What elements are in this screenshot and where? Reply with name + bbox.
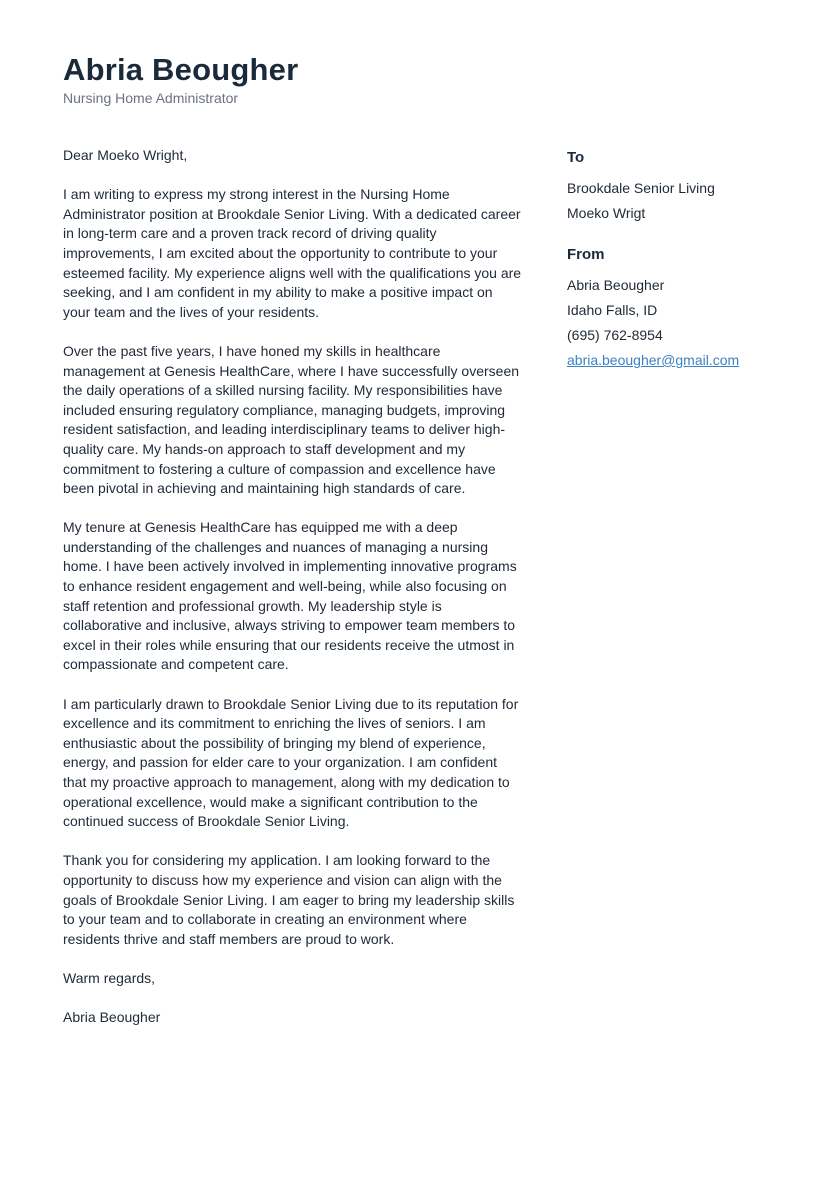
contact-sidebar xyxy=(567,148,797,392)
sender-contact-name: Abria Beougher xyxy=(567,277,665,293)
recipient-company: Brookdale Senior Living xyxy=(567,180,715,196)
letter-paragraph: Thank you for considering my application. I am looking forward to the opportunity to discuss how my experience and vision can align with the goals of Brookdale Senior Living. I am eager to bring my leadership skills to your team and to collaborate in creating an environment where residents thrive and staff members are proud to work. xyxy=(63,852,515,947)
letter-paragraph: I am writing to express my strong interest in the Nursing Home Administrator position at Brookdale Senior Living. With a dedicated career in long-term care and a proven track record of driving quality improvements, I am excited about the opportunity to contribute to your esteemed facility. My experience aligns well with the qualifications you are seeking, and I am confident in my ability to make a positive impact on your team and the lives of your residents. xyxy=(63,186,522,320)
sender-name: Abria Beougher xyxy=(63,52,299,87)
letter-paragraph: Over the past five years, I have honed my skills in healthcare management at Genesis HealthCare, where I have successfully overseen the daily operations of a skilled nursing facility. My responsibilities have included ensuring regulatory compliance, managing budgets, improving resident satisfaction, and leading interdisciplinary teams to deliver high-quality care. My hands-on approach to staff development and my commitment to fostering a culture of compassion and excellence have been pivotal in achieving and maintaining high standards of care. xyxy=(63,342,520,497)
sender-phone: (695) 762-8954 xyxy=(567,327,663,343)
to-heading: To xyxy=(567,149,585,166)
recipient-name: Moeko Wrigt xyxy=(567,205,646,221)
letter-paragraph: My tenure at Genesis HealthCare has equipped me with a deep understanding of the challenges and nuances of managing a nursing home. I have been actively involved in implementing innovative programs to enhance resident engagement and well-being, while also focusing on staff retention and professional growth. My leadership style is collaborative and inclusive, always striving to empower team members to excel in their roles while ensuring that our residents receive the utmost in compassionate and competent care. xyxy=(63,519,517,673)
sender-email-line xyxy=(567,348,797,373)
letter-body xyxy=(63,146,523,1047)
letter-header xyxy=(63,52,298,107)
signature: Abria Beougher xyxy=(63,1009,161,1026)
letter-paragraph: I am particularly drawn to Brookdale Senior Living due to its reputation for excellence and its commitment to enriching the lives of seniors. I am enthusiastic about the possibility of bringing my blend of experience, energy, and passion for elder care to your organization. I am confident that my proactive approach to management, along with my dedication to operational excellence, would make a significant contribution to the continued success of Brookdale Senior Living. xyxy=(63,695,519,830)
salutation: Dear Moeko Wright, xyxy=(63,147,188,163)
from-heading: From xyxy=(567,246,605,263)
recipient-block xyxy=(567,148,797,226)
sender-location: Idaho Falls, ID xyxy=(567,302,658,318)
sender-job-title: Nursing Home Administrator xyxy=(63,90,239,106)
sender-email-link[interactable]: abria.beougher@gmail.com xyxy=(567,352,740,368)
closing: Warm regards, xyxy=(63,969,156,986)
sender-block xyxy=(567,245,797,373)
